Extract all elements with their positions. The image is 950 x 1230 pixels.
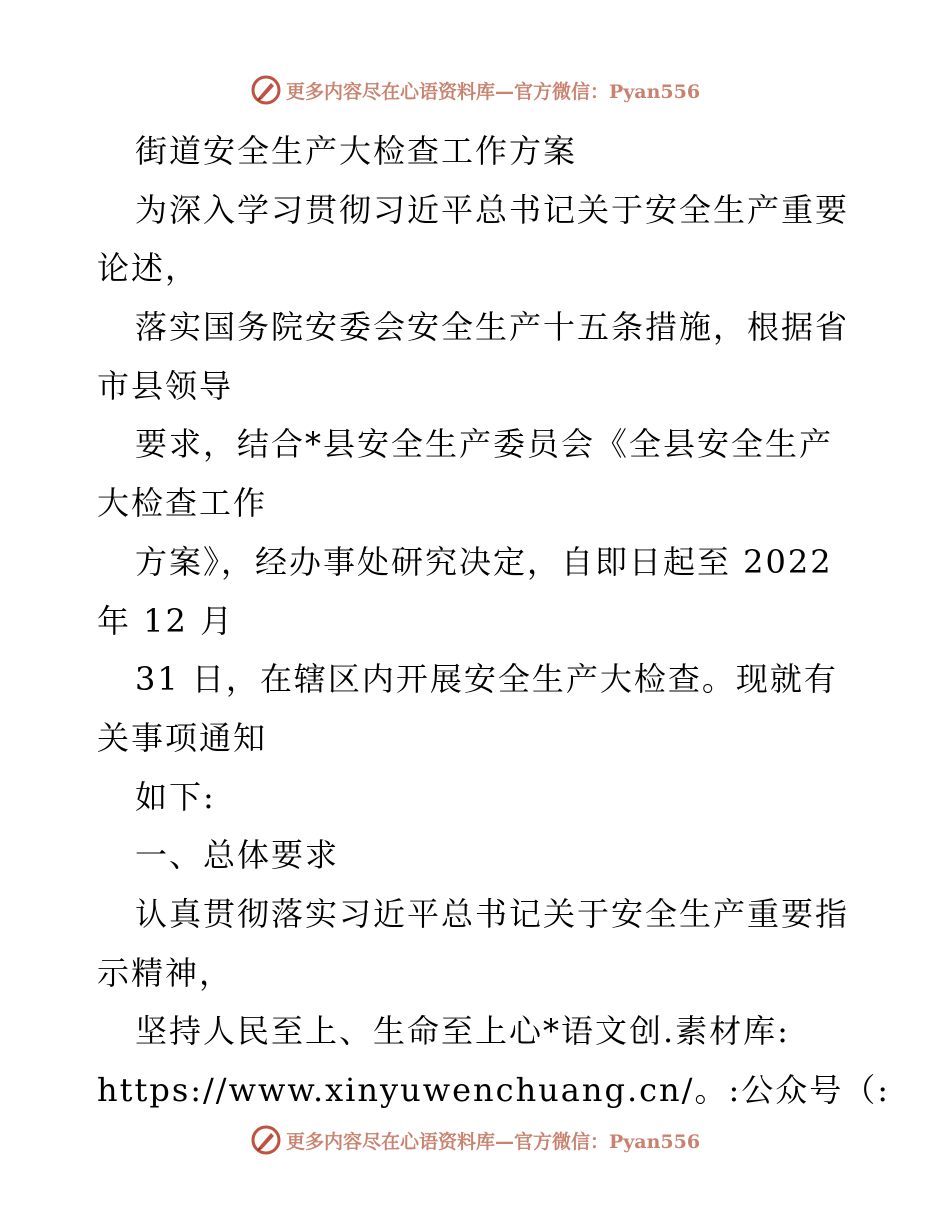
text-line: 如下: — [135, 777, 216, 816]
text-line: 落实国务院安委会安全生产十五条措施，根据省 — [135, 308, 850, 347]
footer-watermark-banner — [0, 1120, 950, 1160]
text-line: 一、总体要求 — [135, 836, 340, 875]
text-line: 大检查工作 — [97, 484, 268, 523]
text-line: 要求，结合*县安全生产委员会《全县安全生产 — [135, 425, 834, 464]
text-line: 示精神， — [97, 953, 234, 992]
text-line: 街道安全生产大检查工作方案 — [135, 132, 578, 170]
text-line: 坚持人民至上、生命至上心*语文创.素材库: — [135, 1012, 790, 1051]
text-line: 关事项通知 — [97, 718, 268, 757]
banner-text: 更多内容尽在心语资料库—官方微信：Pyan556 — [285, 1130, 701, 1153]
pen-logo-icon — [250, 1124, 282, 1156]
text-line: 市县领导 — [97, 366, 234, 405]
text-line: 认真贯彻落实习近平总书记关于安全生产重要指 — [135, 894, 850, 933]
banner-text: 更多内容尽在心语资料库—官方微信：Pyan556 — [285, 80, 701, 103]
pen-logo-icon — [250, 74, 282, 106]
text-line: 论述， — [97, 249, 200, 288]
header-watermark-banner — [0, 70, 950, 110]
text-line: 方案》，经办事处研究决定，自即日起至 2022 — [135, 542, 833, 581]
text-line: 为深入学习贯彻习近平总书记关于安全生产重要 — [135, 190, 850, 229]
text-line: https://www.xinyuwenchuang.cn/。:公众号（: — [97, 1071, 891, 1109]
document-body — [97, 122, 891, 1120]
text-line: 31 日，在辖区内开展安全生产大检查。现就有 — [135, 660, 838, 699]
text-line: 年 12 月 — [97, 601, 235, 640]
